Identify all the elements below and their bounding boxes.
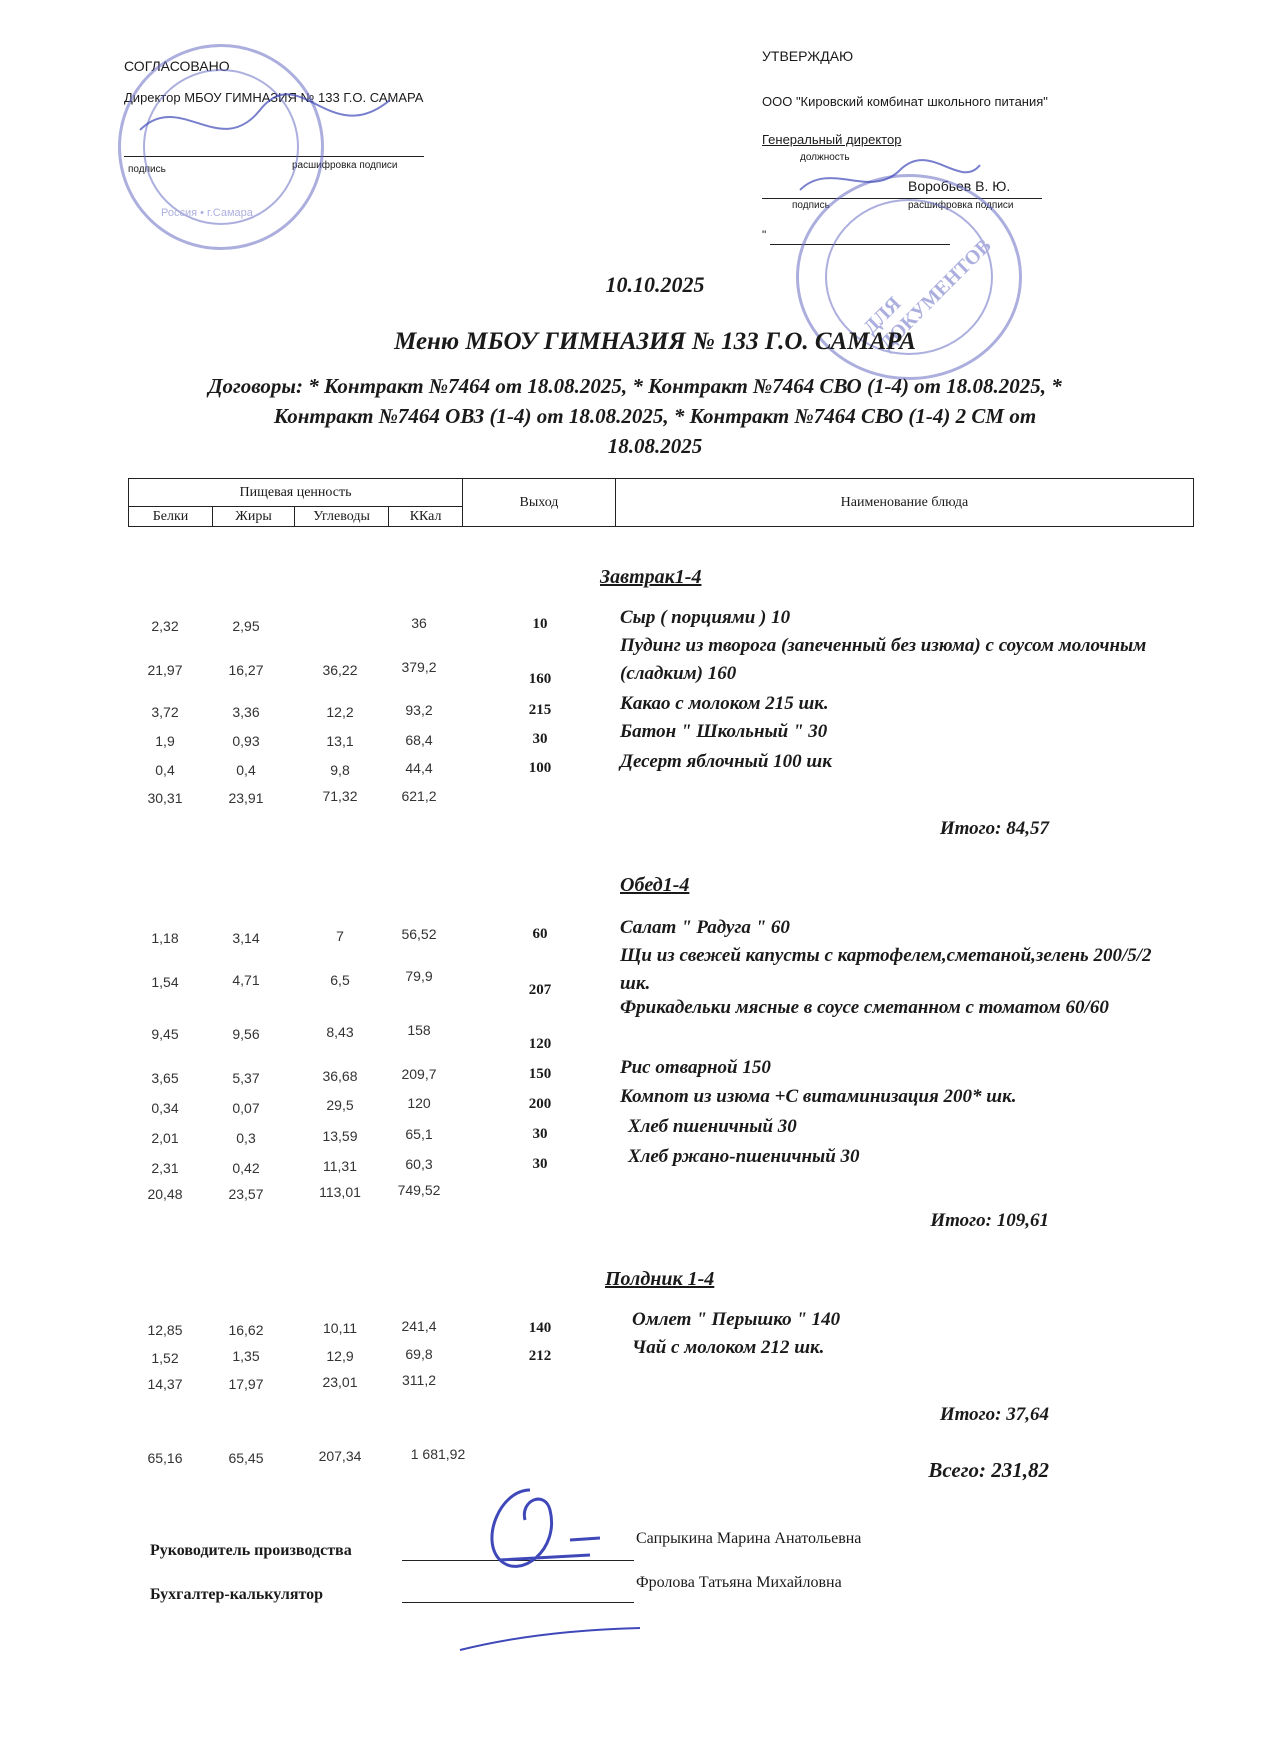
signature-role-1: Руководитель производства [150,1542,352,1559]
subtotal-carbs: 71,32 [322,788,358,804]
right-sign-caption: подпись [792,200,830,211]
cell-kcal: 36 [411,615,427,631]
cell-output: 140 [528,1320,552,1336]
cell-carbs: 12,9 [326,1348,354,1364]
cell-proteins: 1,52 [151,1350,179,1366]
section-title-lunch: Обед1-4 [620,874,690,896]
cell-fats: 0,3 [236,1130,256,1146]
cell-proteins: 1,9 [155,733,175,749]
cell-kcal: 56,52 [401,926,437,942]
left-stamp-text: Россия • г.Самара [161,207,253,219]
right-stamp-text: ДЛЯ ДОКУМЕНТОВ [859,234,996,355]
cell-kcal: 44,4 [405,760,433,776]
right-decode-caption: расшифровка подписи [908,200,1014,211]
ceo-signature-icon [780,150,1000,210]
cell-kcal: 93,2 [405,702,433,718]
cell-dish: Компот из изюма +С витаминизация 200* шк. [620,1086,1017,1107]
cell-dish: Чай с молоком 212 шк. [632,1337,825,1358]
subtotal-carbs: 113,01 [319,1184,361,1200]
cell-proteins: 0,34 [151,1100,179,1116]
cell-output: 30 [532,731,548,747]
subtotal-proteins: 14,37 [147,1376,183,1392]
cell-output: 10 [532,616,548,632]
contracts-line-1: Договоры: * Контракт №7464 от 18.08.2025, * Контракт №7464 СВО (1-4) от 18.08.2025, * [208,374,1062,398]
cell-proteins: 1,18 [151,930,179,946]
cell-proteins: 12,85 [147,1322,183,1338]
cell-dish: Рис отварной 150 [620,1057,771,1078]
approval-right-org: ООО "Кировский комбинат школьного питания" [762,94,1048,109]
approval-right-title: УТВЕРЖДАЮ [762,48,854,64]
cell-kcal: 69,8 [405,1346,433,1362]
cell-fats: 9,56 [232,1026,260,1042]
snack-itogo: Итого: 37,64 [939,1404,1049,1425]
cell-proteins: 1,54 [151,974,179,990]
cell-dish: Фрикадельки мясные в соусе сметанном с томатом 60/60 [620,997,1109,1018]
director-signature-icon [100,70,430,180]
menu-table-header [128,478,1194,527]
cell-output: 160 [528,671,552,687]
cell-dish: Батон " Школьный " 30 [620,721,828,742]
cell-fats: 0,07 [232,1100,260,1116]
cell-fats: 1,35 [232,1348,260,1364]
grand-total-kcal: 1 681,92 [410,1446,466,1462]
cell-fats: 3,36 [232,704,260,720]
subtotal-kcal: 749,52 [397,1182,441,1198]
right-position-caption: должность [800,152,850,163]
cell-carbs: 6,5 [330,972,350,988]
cell-fats: 0,42 [232,1160,260,1176]
subtotal-kcal: 311,2 [402,1372,436,1388]
header-kcal: ККал [389,507,463,527]
cell-output: 215 [528,702,552,718]
subtotal-kcal: 621,2 [401,788,437,804]
cell-kcal: 209,7 [401,1066,437,1082]
cell-dish: Щи из свежей капусты с картофелем,сметаной,зелень 200/5/2 шк. [620,945,1152,994]
cell-carbs: 9,8 [330,762,350,778]
cell-kcal: 68,4 [405,732,433,748]
cell-carbs: 8,43 [326,1024,354,1040]
subtotal-proteins: 20,48 [147,1186,183,1202]
subtotal-fats: 23,91 [228,790,264,806]
grand-total-carbs: 207,34 [318,1448,362,1464]
header-dish-name: Наименование блюда [615,479,1193,527]
header-proteins: Белки [129,507,213,527]
signature-name-2: Фролова Татьяна Михайловна [636,1574,842,1591]
cell-output: 207 [528,982,552,998]
cell-proteins: 2,01 [151,1130,179,1146]
section-title-breakfast: Завтрак1-4 [600,566,702,588]
cell-fats: 0,4 [236,762,256,778]
subtotal-fats: 23,57 [228,1186,264,1202]
cell-proteins: 2,31 [151,1160,179,1176]
cell-kcal: 241,4 [401,1318,437,1334]
cell-kcal: 379,2 [401,659,437,675]
subtotal-proteins: 30,31 [147,790,183,806]
cell-output: 120 [528,1036,552,1052]
cell-kcal: 65,1 [405,1126,433,1142]
left-decode-caption: расшифровка подписи [292,160,398,171]
cell-carbs: 36,22 [322,662,358,678]
approval-right-name: Воробьев В. Ю. [908,178,1011,194]
signature-name-1: Сапрыкина Марина Анатольевна [636,1530,862,1547]
cell-proteins: 21,97 [147,662,183,678]
cell-kcal: 79,9 [405,968,433,984]
cell-dish: Хлеб пшеничный 30 [628,1116,797,1137]
cell-dish: Пудинг из творога (запеченный без изюма) с соусом молочным (сладким) 160 [620,635,1147,684]
cell-fats: 3,14 [232,930,260,946]
approval-left-line: Директор МБОУ ГИМНАЗИЯ № 133 Г.О. САМАРА [124,90,424,105]
cell-carbs: 36,68 [322,1068,358,1084]
cell-carbs: 11,31 [323,1158,357,1174]
cell-output: 60 [532,926,548,942]
cell-fats: 2,95 [232,618,260,634]
cell-dish: Десерт яблочный 100 шк [620,751,832,772]
signature-role-2: Бухгалтер-калькулятор [150,1586,324,1603]
header-nutrition: Пищевая ценность [129,479,463,507]
subtotal-carbs: 23,01 [322,1374,358,1390]
grand-total-fats: 65,45 [228,1450,264,1466]
cell-carbs: 13,59 [322,1128,358,1144]
cell-output: 200 [528,1096,552,1112]
cell-output: 212 [528,1348,552,1364]
cell-proteins: 9,45 [151,1026,179,1042]
cell-carbs: 10,11 [323,1320,357,1336]
contracts-line-3: 18.08.2025 [607,434,703,458]
cell-fats: 4,71 [232,972,260,988]
cell-output: 30 [532,1156,548,1172]
grand-total-proteins: 65,16 [147,1450,183,1466]
cell-fats: 5,37 [232,1070,260,1086]
cell-proteins: 3,72 [151,704,179,720]
lunch-itogo: Итого: 109,61 [930,1210,1049,1231]
left-sign-caption: подпись [128,164,166,175]
header-fats: Жиры [213,507,295,527]
production-manager-signature-icon [440,1480,660,1660]
cell-fats: 16,27 [228,662,264,678]
document-date: 10.10.2025 [605,272,705,297]
cell-carbs: 12,2 [326,704,354,720]
header-carbs: Углеводы [295,507,389,527]
cell-output: 150 [528,1066,552,1082]
right-quote: " [762,228,767,242]
cell-proteins: 3,65 [151,1070,179,1086]
cell-proteins: 2,32 [151,618,179,634]
cell-dish: Сыр ( порциями ) 10 [620,607,791,628]
cell-kcal: 158 [407,1022,431,1038]
cell-fats: 0,93 [232,733,260,749]
cell-output: 100 [528,760,552,776]
cell-dish: Какао с молоком 215 шк. [620,693,829,714]
cell-dish: Омлет " Перышко " 140 [632,1309,841,1330]
approval-left-title: СОГЛАСОВАНО [124,58,230,74]
cell-fats: 16,62 [228,1322,264,1338]
breakfast-itogo: Итого: 84,57 [939,818,1049,839]
subtotal-fats: 17,97 [228,1376,264,1392]
cell-proteins: 0,4 [155,762,175,778]
approval-right-position: Генеральный директор [762,132,902,147]
cell-carbs: 29,5 [326,1097,354,1113]
cell-carbs: 13,1 [326,733,354,749]
cell-carbs: 7 [336,928,344,944]
section-title-snack: Полдник 1-4 [605,1268,715,1290]
page-title: Меню МБОУ ГИМНАЗИЯ № 133 Г.О. САМАРА [394,328,916,355]
grand-total-vsego: Всего: 231,82 [928,1458,1049,1482]
cell-kcal: 120 [407,1095,431,1111]
cell-dish: Салат " Радуга " 60 [620,917,790,938]
contracts-line-2: Контракт №7464 ОВЗ (1-4) от 18.08.2025, * Контракт №7464 СВО (1-4) 2 СМ от [273,404,1037,428]
cell-output: 30 [532,1126,548,1142]
header-output: Выход [463,479,616,527]
cell-dish: Хлеб ржано-пшеничный 30 [628,1146,860,1167]
cell-kcal: 60,3 [405,1156,433,1172]
